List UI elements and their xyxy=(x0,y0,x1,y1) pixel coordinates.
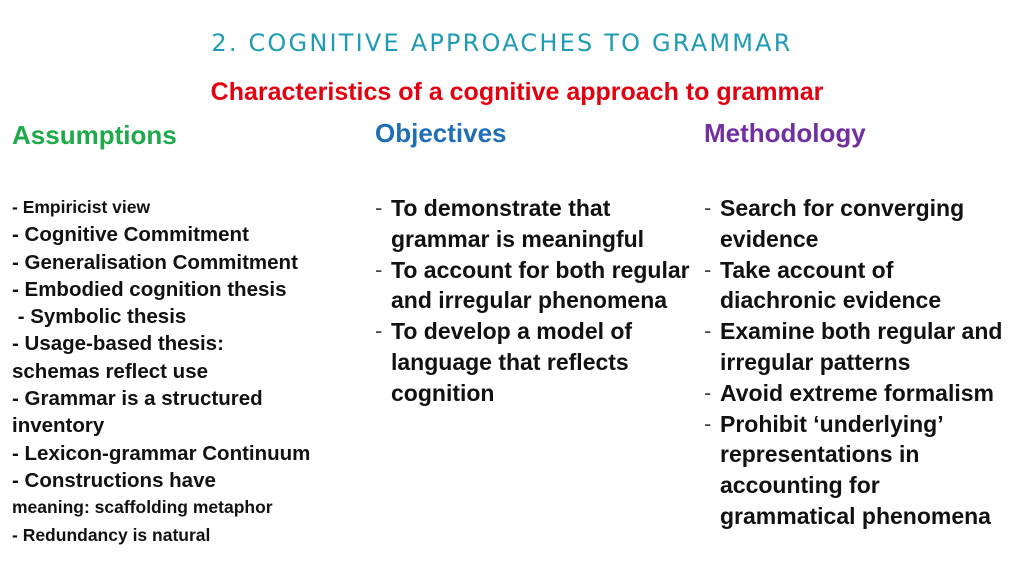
objective-item xyxy=(375,316,705,408)
methodology-text: Examine both regular and irregular patterns xyxy=(720,318,1003,375)
assumption-line: - Embodied cognition thesis xyxy=(12,277,287,301)
methodology-item xyxy=(704,255,1014,317)
assumption-line: - Redundancy is natural xyxy=(12,524,211,545)
methodology-item xyxy=(704,316,1014,378)
methodology-item xyxy=(704,378,1014,409)
methodology-text: Search for converging evidence xyxy=(720,195,965,252)
slide-title: 2. COGNITIVE APPROACHES TO GRAMMAR xyxy=(211,29,793,57)
methodology-item xyxy=(704,193,1014,255)
bullet-dash: - xyxy=(704,410,712,436)
bullet-dash: - xyxy=(375,318,383,344)
bullet-dash: - xyxy=(704,195,712,220)
assumption-line: - Usage-based thesis: xyxy=(12,332,224,356)
assumption-line: - Grammar is a structured xyxy=(12,387,263,411)
slide-subtitle: Characteristics of a cognitive approach to grammar xyxy=(210,78,824,106)
objective-text: To demonstrate that grammar is meaningful xyxy=(391,195,645,252)
bullet-dash: - xyxy=(375,195,383,220)
bullet-dash: - xyxy=(375,256,383,282)
assumptions-heading: Assumptions xyxy=(12,120,177,150)
bullet-dash: - xyxy=(704,318,712,344)
methodology-item xyxy=(704,409,1014,532)
assumption-line: - Generalisation Commitment xyxy=(12,250,298,274)
assumption-line: - Empiricist view xyxy=(12,197,151,217)
objective-item xyxy=(375,193,705,255)
objective-text: To develop a model of language that reflects cognition xyxy=(391,318,633,406)
objectives-heading: Objectives xyxy=(375,118,507,148)
assumption-line: inventory xyxy=(12,414,105,438)
assumptions-list xyxy=(12,194,362,549)
objective-item xyxy=(375,255,705,317)
methodology-list xyxy=(704,193,1014,532)
assumption-line: meaning: scaffolding metaphor xyxy=(12,497,273,518)
methodology-text: Take account of diachronic evidence xyxy=(720,256,942,314)
bullet-dash: - xyxy=(704,256,712,282)
assumption-line: - Lexicon-grammar Continuum xyxy=(12,441,311,465)
assumption-line: - Cognitive Commitment xyxy=(12,223,249,247)
objectives-list xyxy=(375,193,705,409)
methodology-text: Avoid extreme formalism xyxy=(720,379,994,406)
objective-text: To account for both regular and irregular phenomena xyxy=(391,256,690,314)
assumption-line: - Symbolic thesis xyxy=(12,305,187,329)
assumption-line: - Constructions have xyxy=(12,468,216,492)
methodology-text: Prohibit ‘underlying’ representations in accounting for grammatical phenomena xyxy=(720,410,991,529)
assumption-line: schemas reflect use xyxy=(12,359,209,383)
methodology-heading: Methodology xyxy=(704,118,866,148)
bullet-dash: - xyxy=(704,379,712,405)
